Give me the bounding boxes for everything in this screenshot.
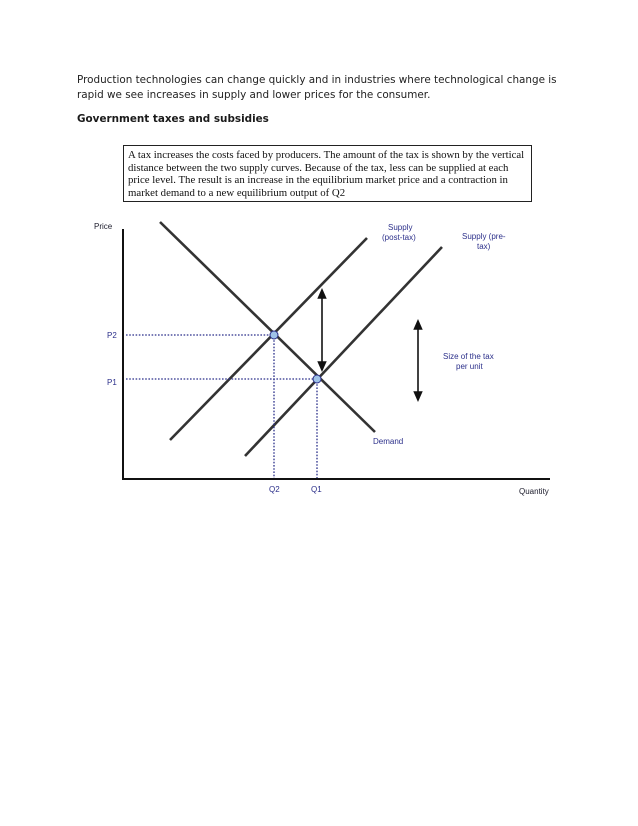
p2-label: P2 [107,331,117,340]
tax-gap-arrow [319,290,326,370]
explanation-box: A tax increases the costs faced by producers. The amount of the tax is shown by the vertical distance between the two supply curves. Because of the tax, less can be supplied at each price level. The result is an increase in the equilibrium market price and a contraction in market demand to a new equilibrium output of Q2 [123,145,532,202]
q2-label: Q2 [269,485,280,494]
q1-label: Q1 [311,485,322,494]
intro-paragraph: Production technologies can change quickly and in industries where technological change is rapid we see increases in supply and lower prices for the consumer. [77,74,557,101]
supply-post-tax-label: Supply [388,223,413,232]
supply-pre-tax-label: Supply (pre- [462,232,506,241]
supply-pre-tax-label-2: tax) [477,242,491,251]
new-equilibrium-marker [270,331,278,339]
demand-label: Demand [373,437,404,446]
tax-size-label-2: per unit [456,362,483,371]
supply-post-tax-label-2: (post-tax) [382,233,416,242]
p1-label: P1 [107,378,117,387]
x-axis-label: Quantity [519,487,549,496]
tax-size-arrow [415,321,422,400]
original-equilibrium-marker [313,375,321,383]
y-axis-label: Price [94,222,113,231]
supply-post-tax-curve [170,238,367,440]
tax-size-label: Size of the tax [443,352,494,361]
demand-curve [160,222,375,432]
section-heading: Government taxes and subsidies [77,113,269,125]
